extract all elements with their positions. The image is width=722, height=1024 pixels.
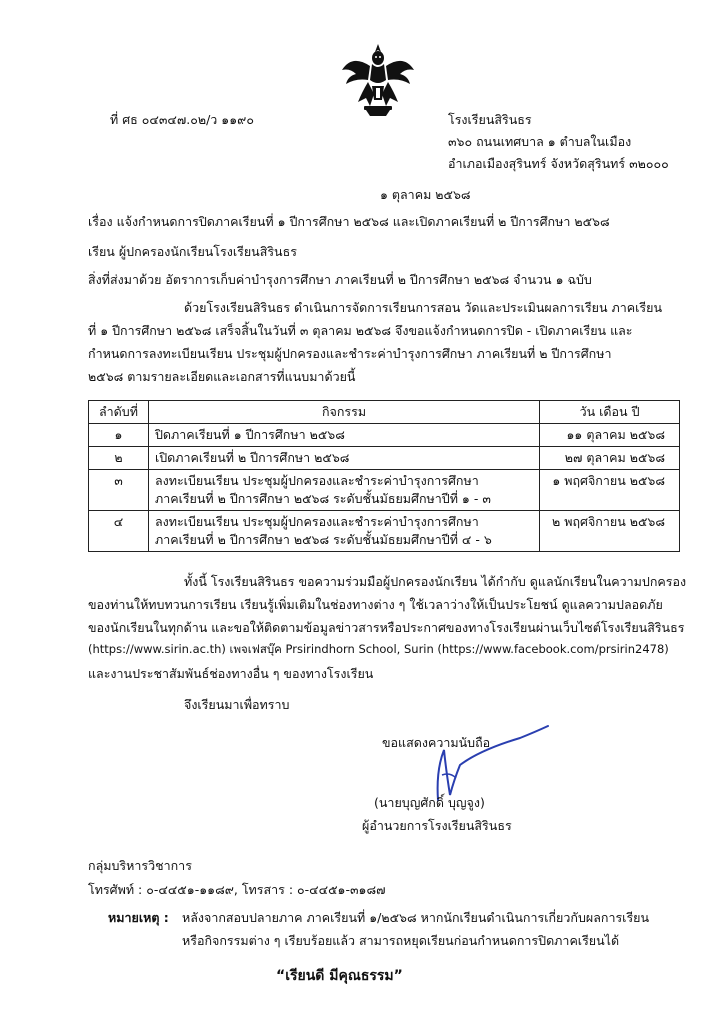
closing-line-3: ของนักเรียนในทุกด้าน และขอให้ติดตามข้อมูลข่าวสารหรือประกาศของทางโรงเรียนผ่านเว็บไซต์โรงเรียนสิรินธร: [88, 620, 685, 635]
attachment-line: สิ่งที่ส่งมาด้วย อัตราการเก็บค่าบำรุงการศึกษา ภาคเรียนที่ ๒ ปีการศึกษา ๒๕๖๘ จำนวน ๑ ฉบับ: [88, 272, 592, 287]
contact-numbers: โทรศัพท์ : ๐-๔๔๕๑-๑๑๘๙, โทรสาร : ๐-๔๔๕๑-๓๑๘๗: [88, 882, 386, 897]
row-activity-line-2: ภาคเรียนที่ ๒ ปีการศึกษา ๒๕๖๘ ระดับชั้นมัธยมศึกษาปีที่ ๔ - ๖: [154, 532, 492, 547]
column-header-activity: กิจกรรม: [148, 401, 539, 424]
body-line-1: ด้วยโรงเรียนสิรินธร ดำเนินการจัดการเรียนการสอน วัดและประเมินผลการเรียน ภาคเรียน: [184, 300, 662, 315]
row-number: ๒: [89, 447, 149, 470]
row-date: ๑๑ ตุลาคม ๒๕๖๘: [540, 424, 680, 447]
row-date: ๒๗ ตุลาคม ๒๕๖๘: [540, 447, 680, 470]
department-name: กลุ่มบริหารวิชาการ: [88, 858, 192, 873]
respect-closing: ขอแสดงความนับถือ: [382, 735, 491, 750]
address-line-2: อำเภอเมืองสุรินทร์ จังหวัดสุรินทร์ ๓๒๐๐๐: [448, 156, 669, 171]
salutation: เรียน ผู้ปกครองนักเรียนโรงเรียนสิรินธร: [88, 244, 297, 259]
signer-position: ผู้อำนวยการโรงเรียนสิรินธร: [362, 818, 512, 833]
row-activity: ปิดภาคเรียนที่ ๑ ปีการศึกษา ๒๕๖๘: [148, 424, 539, 447]
school-motto: “เรียนดี มีคุณธรรม”: [276, 968, 403, 984]
closing-line-1: ทั้งนี้ โรงเรียนสิรินธร ขอความร่วมมือผู้ปกครองนักเรียน ได้กำกับ ดูแลนักเรียนในความปกครอง: [184, 574, 687, 589]
closing-line-5: และงานประชาสัมพันธ์ช่องทางอื่น ๆ ของทางโรงเรียน: [88, 666, 374, 681]
address-line-1: ๓๖๐ ถนนเทศบาล ๑ ตำบลในเมือง: [448, 134, 632, 149]
body-line-3: กำหนดการลงทะเบียนเรียน ประชุมผู้ปกครองและชำระค่าบำรุงการศึกษา ภาคเรียนที่ ๒ ปีการศึกษา: [88, 346, 612, 361]
table-row: [89, 447, 680, 470]
row-number: ๓: [89, 470, 149, 511]
subject-line: เรื่อง แจ้งกำหนดการปิดภาคเรียนที่ ๑ ปีการศึกษา ๒๕๖๘ และเปิดภาคเรียนที่ ๒ ปีการศึกษา ๒๕๖๘: [88, 214, 610, 229]
row-activity: [148, 470, 539, 511]
row-number: ๑: [89, 424, 149, 447]
row-number: ๔: [89, 511, 149, 552]
body-line-4: ๒๕๖๘ ตามรายละเอียดและเอกสารที่แนบมาด้วยนี้: [88, 369, 356, 384]
row-activity-line-1: ลงทะเบียนเรียน ประชุมผู้ปกครองและชำระค่าบำรุงการศึกษา: [154, 514, 479, 529]
inform-line: จึงเรียนมาเพื่อทราบ: [184, 697, 290, 712]
row-activity: [148, 511, 539, 552]
row-date: ๑ พฤศจิกายน ๒๕๖๘: [540, 470, 680, 511]
column-header-order: ลำดับที่: [89, 401, 149, 424]
closing-line-2: ของท่านให้ทบทวนการเรียน เรียนรู้เพิ่มเติมในช่องทางต่าง ๆ ใช้เวลาว่างให้เป็นประโยชน์ ดูแลความปลอดภัย: [88, 597, 663, 612]
table-header-row: [89, 401, 680, 424]
column-header-date: วัน เดือน ปี: [540, 401, 680, 424]
note-line-1: หลังจากสอบปลายภาค ภาคเรียนที่ ๑/๒๕๖๘ หากนักเรียนดำเนินการเกี่ยวกับผลการเรียน: [182, 910, 650, 925]
body-line-2: ที่ ๑ ปีการศึกษา ๒๕๖๘ เสร็จสิ้นในวันที่ ๓ ตุลาคม ๒๕๖๘ จึงขอแจ้งกำหนดการปิด - เปิดภาคเรียน และ: [88, 323, 633, 338]
document-number: ที่ ศธ ๐๔๓๔๗.๐๒/ว ๑๑๙๐: [110, 112, 254, 127]
table-row: [89, 470, 680, 511]
row-date: ๒ พฤศจิกายน ๒๕๖๘: [540, 511, 680, 552]
schedule-table: [88, 400, 680, 552]
row-activity: เปิดภาคเรียนที่ ๒ ปีการศึกษา ๒๕๖๘: [148, 447, 539, 470]
letter-date: ๑ ตุลาคม ๒๕๖๘: [380, 187, 471, 202]
signer-name: (นายบุญศักดิ์ บุญจูง): [374, 795, 485, 810]
row-activity-line-1: ลงทะเบียนเรียน ประชุมผู้ปกครองและชำระค่าบำรุงการศึกษา: [154, 473, 479, 488]
school-name: โรงเรียนสิรินธร: [448, 112, 532, 127]
closing-line-4: (https://www.sirin.ac.th) เพจเฟสบุ๊ค Prsirindhorn School, Surin (https://www.facebook.com/prsirin2478): [88, 642, 669, 656]
note-line-2: หรือกิจกรรมต่าง ๆ เรียบร้อยแล้ว สามารถหยุดเรียนก่อนกำหนดการปิดภาคเรียนได้: [182, 933, 620, 948]
garuda-emblem-icon: [338, 40, 418, 120]
table-row: [89, 511, 680, 552]
table-row: [89, 424, 680, 447]
note-label: หมายเหตุ :: [108, 910, 169, 925]
row-activity-line-2: ภาคเรียนที่ ๒ ปีการศึกษา ๒๕๖๘ ระดับชั้นมัธยมศึกษาปีที่ ๑ - ๓: [154, 491, 491, 506]
